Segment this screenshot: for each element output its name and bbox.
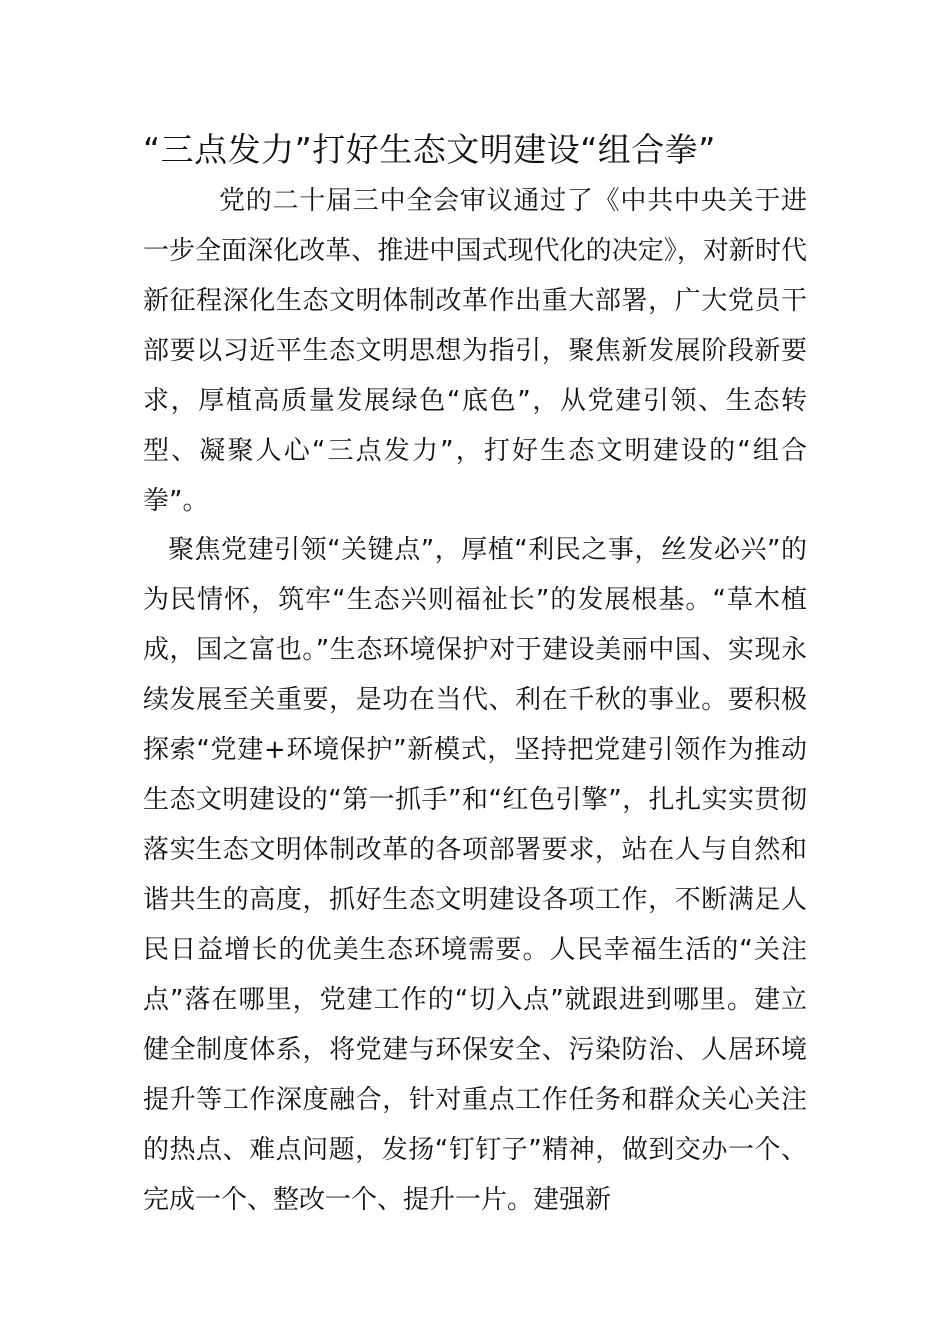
document-title: “三点发力”打好生态文明建设“组合拳” [143, 130, 716, 169]
paragraph-intro: 党的二十届三中全会审议通过了《中共中央关于进一步全面深化改革、推进中国式现代化的决定》，对新时代新征程深化生态文明体制改革作出重大部署，广大党员干部要以习近平生态文明思想为指引，聚焦新发展阶段新要求，厚植高质量发展绿色“底色”，从党建引领、生态转型、凝聚人心“三点发力”，打好生态文明建设的“组合拳”。 [143, 186, 807, 516]
paragraph-party-building: 聚焦党建引领“关键点”，厚植“利民之事，丝发必兴”的为民情怀，筑牢“生态兴则福祉长”的发展根基。“草木植成，国之富也。”生态环境保护对于建设美丽中国、实现永续发展至关重要，是功在当代、利在千秋的事业。要积极探索“党建+环境保护”新模式，坚持把党建引领作为推动生态文明建设的“第一抓手”和“红色引擎”，扎扎实实贯彻落实生态文明体制改革的各项部署要求，站在人与自然和谐共生的高度，抓好生态文明建设各项工作，不断满足人民日益增长的优美生态环境需要。人民幸福生活的“关注点”落在哪里，党建工作的“切入点”就跟进到哪里。建立健全制度体系，将党建与环保安全、污染防治、人居环境提升等工作深度融合，针对重点工作任务和群众关心关注的热点、难点问题，发扬“钉钉子”精神，做到交办一个、完成一个、整改一个、提升一片。建强新 [143, 535, 807, 1215]
